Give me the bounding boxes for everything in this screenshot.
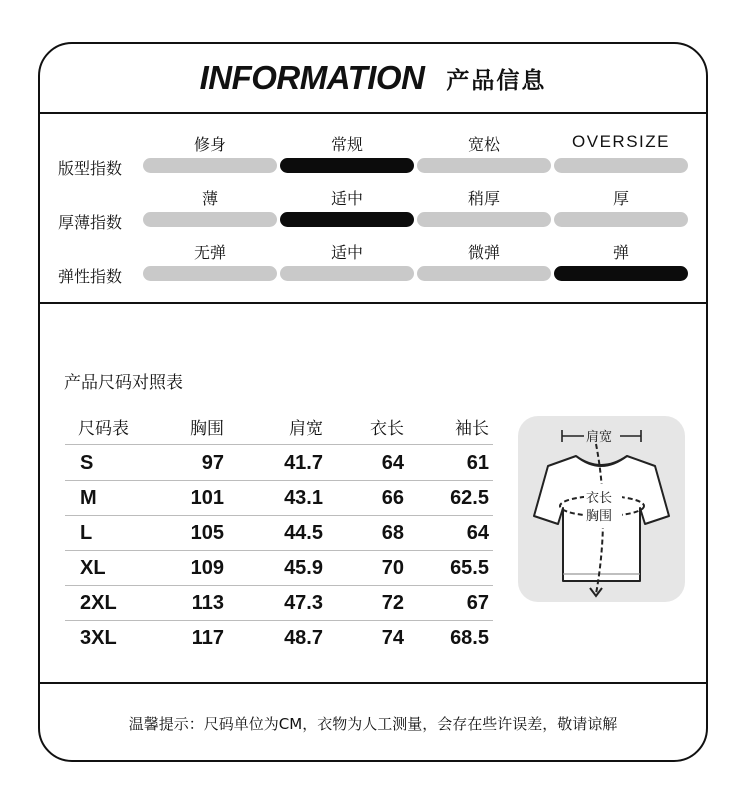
index-label: 版型指数 xyxy=(58,159,123,178)
information-card xyxy=(38,42,708,762)
index-option-label: 修身 xyxy=(193,135,226,154)
shirt-measure-diagram xyxy=(518,416,685,602)
size-table-title: 产品尺码对照表 xyxy=(64,373,183,393)
index-bar-selected xyxy=(280,212,414,227)
index-option-label: 厚 xyxy=(612,189,629,208)
table-cell: 113 xyxy=(191,592,224,614)
index-option-label: 弹 xyxy=(612,243,629,262)
table-cell: 64 xyxy=(466,522,489,544)
index-label: 厚薄指数 xyxy=(58,213,123,232)
table-header: 衣长 xyxy=(370,419,404,439)
table-cell: 45.9 xyxy=(284,557,323,579)
index-bar xyxy=(143,266,277,281)
index-section xyxy=(40,114,706,304)
size-label: M xyxy=(80,487,97,509)
table-row-divider xyxy=(65,444,493,445)
table-cell: 105 xyxy=(190,522,224,544)
index-option-label: 无弹 xyxy=(193,243,226,262)
index-row xyxy=(40,232,706,287)
size-label: L xyxy=(80,522,93,544)
table-cell: 47.3 xyxy=(284,592,323,614)
chest-label: 胸围 xyxy=(586,509,613,524)
table-cell: 70 xyxy=(381,557,404,579)
table-cell: 65.5 xyxy=(450,557,489,579)
title-cn: 产品信息 xyxy=(446,67,547,94)
size-label: S xyxy=(80,452,94,474)
index-bar xyxy=(143,158,277,173)
index-label: 弹性指数 xyxy=(58,267,123,286)
table-cell: 74 xyxy=(381,627,404,649)
size-label: 3XL xyxy=(80,627,117,649)
index-option-label: 微弹 xyxy=(467,243,500,262)
size-label: 2XL xyxy=(80,592,117,614)
table-header: 尺码表 xyxy=(78,419,129,439)
table-row-divider xyxy=(65,585,493,586)
index-option-label: 宽松 xyxy=(467,135,500,154)
size-label: XL xyxy=(80,557,106,579)
table-header: 袖长 xyxy=(455,419,489,439)
index-bar xyxy=(417,158,551,173)
index-option-label: 常规 xyxy=(330,135,363,154)
table-cell: 67 xyxy=(466,592,489,614)
table-cell: 44.5 xyxy=(284,522,323,544)
table-cell: 117 xyxy=(191,627,224,649)
index-bar xyxy=(417,266,551,281)
table-cell: 101 xyxy=(190,487,224,509)
index-bar xyxy=(417,212,551,227)
index-bar-selected xyxy=(280,158,414,173)
table-header: 胸围 xyxy=(190,419,224,439)
index-option-label: 适中 xyxy=(330,243,363,262)
table-header: 肩宽 xyxy=(289,419,323,439)
table-cell: 43.1 xyxy=(284,487,323,509)
length-label: 衣长 xyxy=(586,491,613,506)
index-bar-selected xyxy=(554,266,688,281)
size-section xyxy=(40,304,706,684)
footnote: 温馨提示：尺码单位为CM，衣物为人工测量，会存在些许误差，敬请谅解 xyxy=(128,714,618,733)
table-cell: 109 xyxy=(190,557,224,579)
table-cell: 48.7 xyxy=(284,627,323,649)
index-option-label: 稍厚 xyxy=(467,189,500,208)
index-option-label: 适中 xyxy=(330,189,363,208)
table-cell: 68 xyxy=(381,522,404,544)
table-cell: 68.5 xyxy=(450,627,489,649)
table-cell: 64 xyxy=(381,452,404,474)
index-row xyxy=(40,124,706,179)
index-bar xyxy=(554,212,688,227)
table-cell: 97 xyxy=(201,452,224,474)
table-cell: 66 xyxy=(381,487,404,509)
index-option-label: 薄 xyxy=(201,189,218,208)
table-row-divider xyxy=(65,515,493,516)
index-bar xyxy=(554,158,688,173)
table-cell: 72 xyxy=(381,592,404,614)
index-bar xyxy=(143,212,277,227)
index-option-label: OVERSIZE xyxy=(572,132,670,151)
table-row-divider xyxy=(65,550,493,551)
title-en: INFORMATION xyxy=(199,59,425,96)
shoulder-label: 肩宽 xyxy=(586,430,613,445)
table-cell: 61 xyxy=(466,452,489,474)
table-row-divider xyxy=(65,480,493,481)
table-cell: 62.5 xyxy=(450,487,489,509)
table-cell: 41.7 xyxy=(284,452,323,474)
index-row xyxy=(40,178,706,233)
header xyxy=(40,44,706,114)
index-bar xyxy=(280,266,414,281)
table-row-divider xyxy=(65,620,493,621)
